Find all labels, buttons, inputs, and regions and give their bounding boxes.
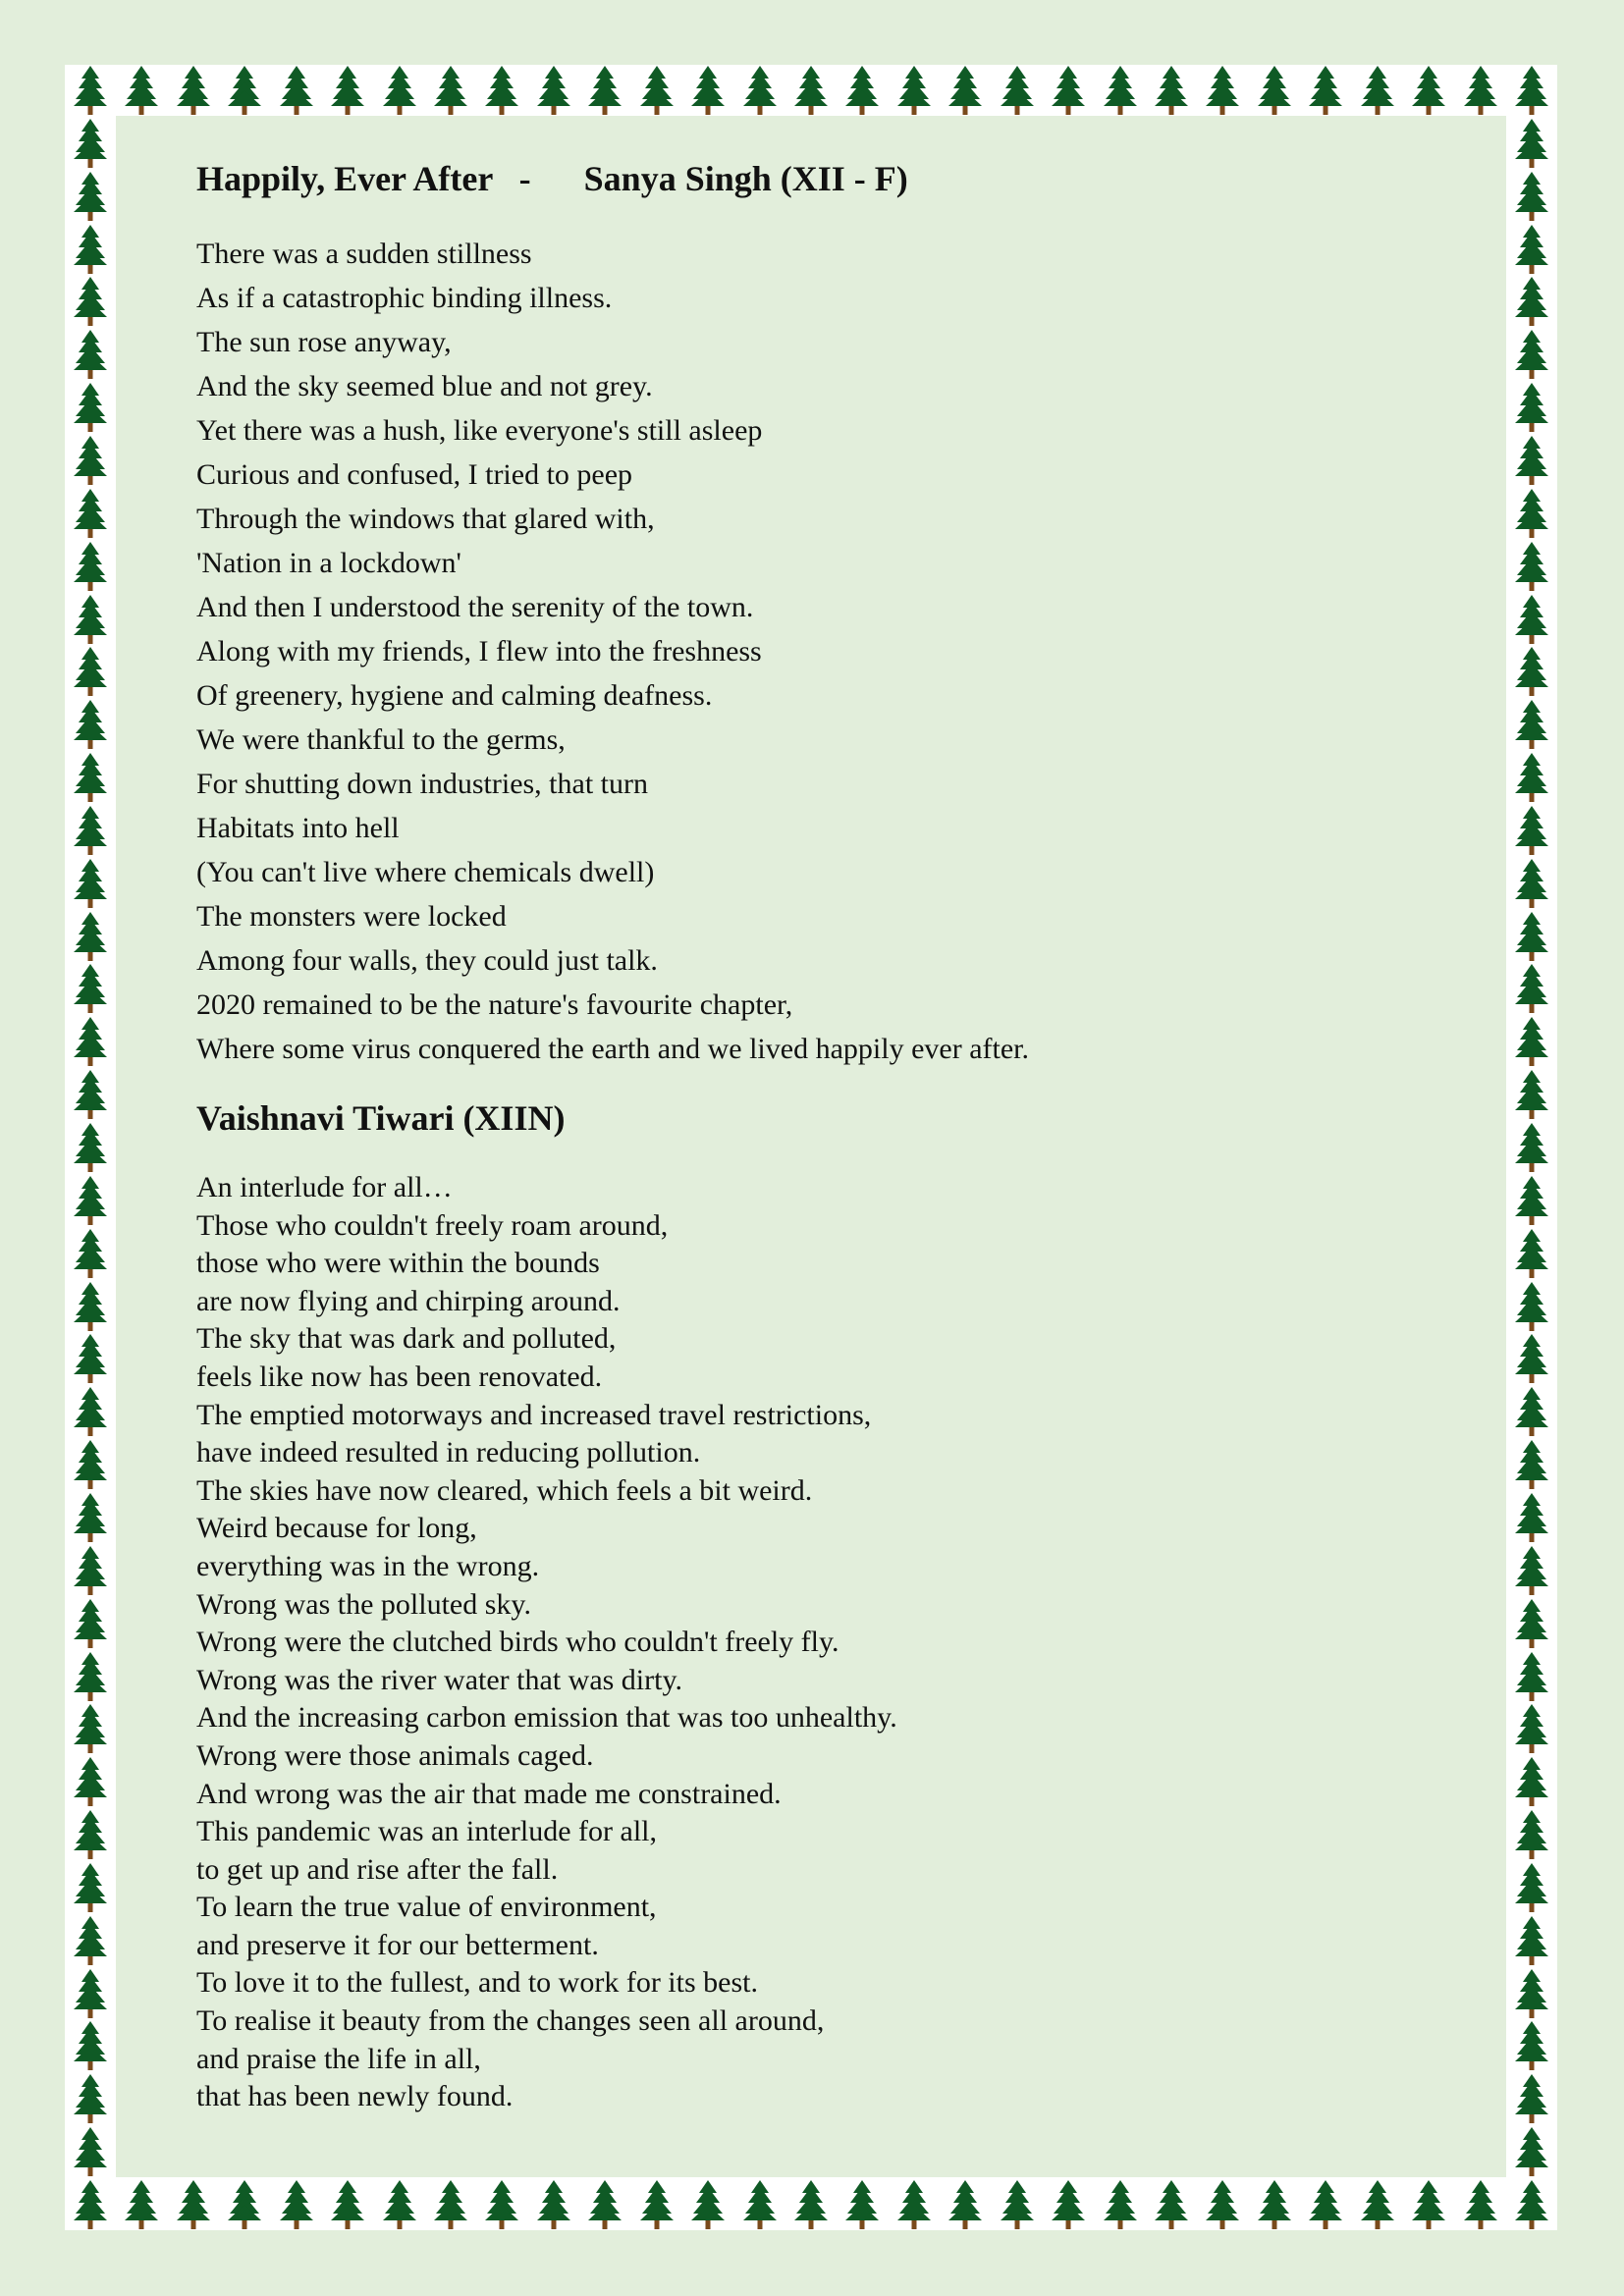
pine-tree-icon	[1514, 118, 1549, 169]
pine-tree-icon	[73, 1228, 108, 1279]
pine-tree-icon	[73, 805, 108, 856]
pine-tree-icon	[639, 2179, 675, 2230]
pine-tree-icon	[73, 541, 108, 592]
poem-line: Of greenery, hygiene and calming deafness.	[196, 679, 713, 712]
pine-tree-icon	[1514, 1069, 1549, 1120]
pine-tree-icon	[587, 2179, 623, 2230]
poem-line: And the sky seemed blue and not grey.	[196, 370, 653, 402]
pine-tree-icon	[896, 2179, 932, 2230]
pine-tree-icon	[1514, 699, 1549, 750]
pine-tree-icon	[73, 1545, 108, 1596]
pine-tree-icon	[1514, 752, 1549, 803]
pine-tree-icon	[1514, 1175, 1549, 1226]
pine-tree-icon	[947, 65, 983, 116]
pine-tree-icon	[1514, 65, 1549, 116]
pine-tree-icon	[124, 65, 159, 116]
pine-tree-icon	[73, 435, 108, 486]
pine-tree-icon	[1514, 329, 1549, 380]
pine-tree-icon	[73, 1598, 108, 1649]
poem-line: There was a sudden stillness	[196, 238, 532, 270]
poem-line: and praise the life in all,	[196, 2042, 481, 2075]
pine-tree-icon	[1514, 1756, 1549, 1807]
pine-tree-icon	[73, 2179, 108, 2230]
pine-tree-icon	[73, 2020, 108, 2071]
pine-tree-icon	[1514, 1492, 1549, 1543]
poem-line: are now flying and chirping around.	[196, 1284, 621, 1317]
poem-line: Yet there was a hush, like everyone's still asleep	[196, 414, 763, 447]
pine-tree-icon	[1514, 2073, 1549, 2124]
poem-line: To love it to the fullest, and to work for its best.	[196, 1966, 758, 2000]
pine-tree-icon	[73, 382, 108, 433]
poem-line: Those who couldn't freely roam around,	[196, 1208, 669, 1242]
pine-tree-icon	[1514, 963, 1549, 1014]
poem-line: Where some virus conquered the earth and we lived happily ever after.	[196, 1033, 1029, 1065]
pine-tree-icon	[536, 65, 571, 116]
poem-line: For shutting down industries, that turn	[196, 768, 648, 800]
pine-tree-icon	[73, 1122, 108, 1173]
poem-line: And the increasing carbon emission that was too unhealthy.	[196, 1701, 897, 1735]
pine-tree-icon	[1514, 594, 1549, 645]
pine-tree-icon	[73, 1862, 108, 1913]
pine-tree-icon	[690, 65, 726, 116]
pine-tree-icon	[1205, 2179, 1240, 2230]
poem-line: Along with my friends, I flew into the freshness	[196, 635, 762, 667]
pine-tree-icon	[1257, 65, 1292, 116]
pine-tree-icon	[73, 2126, 108, 2177]
pine-tree-icon	[742, 65, 778, 116]
pine-tree-icon	[1000, 2179, 1035, 2230]
pine-tree-icon	[73, 699, 108, 750]
pine-tree-icon	[1514, 1651, 1549, 1702]
pine-tree-icon	[844, 2179, 880, 2230]
pine-tree-icon	[227, 2179, 262, 2230]
pine-tree-icon	[1411, 2179, 1446, 2230]
pine-tree-icon	[1514, 171, 1549, 222]
pine-tree-icon	[1154, 65, 1189, 116]
poem-line: The monsters were locked	[196, 900, 507, 933]
pine-tree-icon	[536, 2179, 571, 2230]
pine-tree-icon	[73, 1016, 108, 1067]
poem-line: And then I understood the serenity of the town.	[196, 591, 754, 623]
pine-tree-icon	[73, 1439, 108, 1490]
pine-tree-icon	[947, 2179, 983, 2230]
pine-tree-icon	[382, 65, 417, 116]
poem-line: Weird because for long,	[196, 1512, 477, 1545]
poem-line: Habitats into hell	[196, 812, 400, 844]
pine-tree-icon	[1514, 1386, 1549, 1437]
poem-line: To learn the true value of environment,	[196, 1891, 657, 1924]
poem-line: to get up and rise after the fall.	[196, 1852, 559, 1886]
pine-tree-icon	[1154, 2179, 1189, 2230]
pine-tree-icon	[1514, 805, 1549, 856]
pine-tree-icon	[1514, 2126, 1549, 2177]
poem-line: We were thankful to the germs,	[196, 723, 566, 756]
poem-line: Wrong were the clutched birds who couldn't freely fly.	[196, 1626, 839, 1659]
pine-tree-icon	[382, 2179, 417, 2230]
poem-line: As if a catastrophic binding illness.	[196, 282, 613, 314]
pine-tree-icon	[1514, 1915, 1549, 1966]
pine-tree-icon	[1103, 2179, 1138, 2230]
poem-line: Wrong was the polluted sky.	[196, 1587, 531, 1621]
pine-tree-icon	[1514, 1281, 1549, 1332]
pine-tree-icon	[1308, 65, 1343, 116]
pine-tree-icon	[1514, 224, 1549, 275]
pine-tree-icon	[1514, 1439, 1549, 1490]
pine-tree-icon	[1514, 1598, 1549, 1649]
poem-line: 2020 remained to be the nature's favourite chapter,	[196, 988, 793, 1021]
poem-line: everything was in the wrong.	[196, 1549, 540, 1582]
poem-line: have indeed resulted in reducing pollution.	[196, 1436, 701, 1469]
pine-tree-icon	[73, 1281, 108, 1332]
pine-tree-icon	[484, 65, 519, 116]
pine-tree-icon	[73, 329, 108, 380]
pine-tree-icon	[1514, 858, 1549, 909]
pine-tree-icon	[73, 594, 108, 645]
pine-tree-icon	[1514, 911, 1549, 962]
poems-content	[196, 155, 1512, 2116]
pine-tree-icon	[176, 65, 211, 116]
pine-tree-icon	[73, 963, 108, 1014]
pine-tree-icon	[1514, 541, 1549, 592]
pine-tree-icon	[1514, 382, 1549, 433]
pine-tree-icon	[73, 171, 108, 222]
poem-line: that has been newly found.	[196, 2080, 514, 2113]
pine-tree-icon	[587, 65, 623, 116]
pine-tree-icon	[176, 2179, 211, 2230]
poem-line: The skies have now cleared, which feels a bit weird.	[196, 1473, 813, 1507]
pine-tree-icon	[1514, 1228, 1549, 1279]
pine-tree-icon	[1103, 65, 1138, 116]
pine-tree-icon	[73, 488, 108, 539]
poem-line: Wrong was the river water that was dirty.	[196, 1663, 683, 1696]
pine-tree-icon	[73, 911, 108, 962]
pine-tree-icon	[279, 2179, 314, 2230]
pine-tree-icon	[1360, 65, 1395, 116]
poem-line: This pandemic was an interlude for all,	[196, 1815, 658, 1848]
pine-tree-icon	[793, 65, 829, 116]
pine-tree-icon	[73, 1175, 108, 1226]
pine-tree-icon	[73, 1492, 108, 1543]
pine-tree-icon	[73, 1915, 108, 1966]
pine-tree-icon	[844, 65, 880, 116]
poem1-body	[196, 232, 1512, 1071]
pine-tree-icon	[73, 1756, 108, 1807]
pine-tree-icon	[73, 1809, 108, 1860]
pine-tree-icon	[1514, 1122, 1549, 1173]
pine-tree-icon	[1514, 1703, 1549, 1754]
pine-tree-icon	[227, 65, 262, 116]
pine-tree-icon	[279, 65, 314, 116]
pine-tree-icon	[1514, 646, 1549, 697]
pine-tree-icon	[73, 858, 108, 909]
poem-line: 'Nation in a lockdown'	[196, 547, 461, 579]
pine-tree-icon	[73, 65, 108, 116]
pine-tree-icon	[1514, 2020, 1549, 2071]
pine-tree-icon	[896, 65, 932, 116]
pine-tree-icon	[330, 2179, 365, 2230]
poem1-heading: Happily, Ever After - Sanya Singh (XII - F)	[196, 159, 908, 198]
pine-tree-icon	[73, 1968, 108, 2019]
pine-tree-icon	[1514, 488, 1549, 539]
pine-tree-icon	[73, 646, 108, 697]
pine-tree-icon	[124, 2179, 159, 2230]
poem-line: Curious and confused, I tried to peep	[196, 458, 633, 491]
pine-tree-icon	[1411, 65, 1446, 116]
pine-tree-icon	[1308, 2179, 1343, 2230]
pine-tree-icon	[1514, 1333, 1549, 1384]
poem-line: (You can't live where chemicals dwell)	[196, 856, 655, 888]
pine-tree-icon	[1000, 65, 1035, 116]
pine-tree-icon	[639, 65, 675, 116]
poem-line: And wrong was the air that made me constrained.	[196, 1777, 782, 1810]
pine-tree-icon	[73, 752, 108, 803]
pine-tree-icon	[1205, 65, 1240, 116]
pine-tree-icon	[1514, 1809, 1549, 1860]
pine-tree-icon	[793, 2179, 829, 2230]
pine-tree-icon	[330, 65, 365, 116]
pine-tree-icon	[484, 2179, 519, 2230]
poem-line: Wrong were those animals caged.	[196, 1738, 594, 1772]
pine-tree-icon	[73, 1651, 108, 1702]
poem-line: An interlude for all…	[196, 1171, 453, 1203]
poem-line: The emptied motorways and increased travel restrictions,	[196, 1398, 872, 1431]
pine-tree-icon	[1514, 1862, 1549, 1913]
poem-line: The sky that was dark and polluted,	[196, 1322, 617, 1356]
pine-tree-icon	[1463, 65, 1498, 116]
poem-line: feels like now has been renovated.	[196, 1360, 603, 1393]
pine-tree-icon	[690, 2179, 726, 2230]
pine-tree-icon	[1257, 2179, 1292, 2230]
pine-tree-icon	[1514, 1016, 1549, 1067]
pine-tree-icon	[73, 224, 108, 275]
pine-tree-icon	[1514, 1968, 1549, 2019]
poem2-body	[196, 1169, 1512, 2116]
poem-line: Through the windows that glared with,	[196, 503, 655, 535]
pine-tree-icon	[73, 118, 108, 169]
pine-tree-icon	[73, 1386, 108, 1437]
pine-tree-icon	[742, 2179, 778, 2230]
pine-tree-icon	[1514, 276, 1549, 327]
poem-line: and preserve it for our betterment.	[196, 1928, 599, 1961]
pine-tree-icon	[73, 1703, 108, 1754]
pine-tree-icon	[73, 1333, 108, 1384]
pine-tree-icon	[1514, 1545, 1549, 1596]
poem-line: To realise it beauty from the changes seen all around,	[196, 2004, 825, 2038]
pine-tree-icon	[73, 2073, 108, 2124]
pine-tree-icon	[1514, 435, 1549, 486]
poem-line: Among four walls, they could just talk.	[196, 944, 658, 977]
pine-tree-icon	[1051, 65, 1086, 116]
pine-tree-icon	[1463, 2179, 1498, 2230]
poem-line: The sun rose anyway,	[196, 326, 452, 358]
pine-tree-icon	[73, 1069, 108, 1120]
pine-tree-icon	[433, 2179, 468, 2230]
poem-line: those who were within the bounds	[196, 1247, 600, 1280]
pine-tree-icon	[1360, 2179, 1395, 2230]
pine-tree-icon	[73, 276, 108, 327]
pine-tree-icon	[433, 65, 468, 116]
pine-tree-icon	[1514, 2179, 1549, 2230]
poem2-heading: Vaishnavi Tiwari (XIIN)	[196, 1098, 566, 1138]
pine-tree-icon	[1051, 2179, 1086, 2230]
